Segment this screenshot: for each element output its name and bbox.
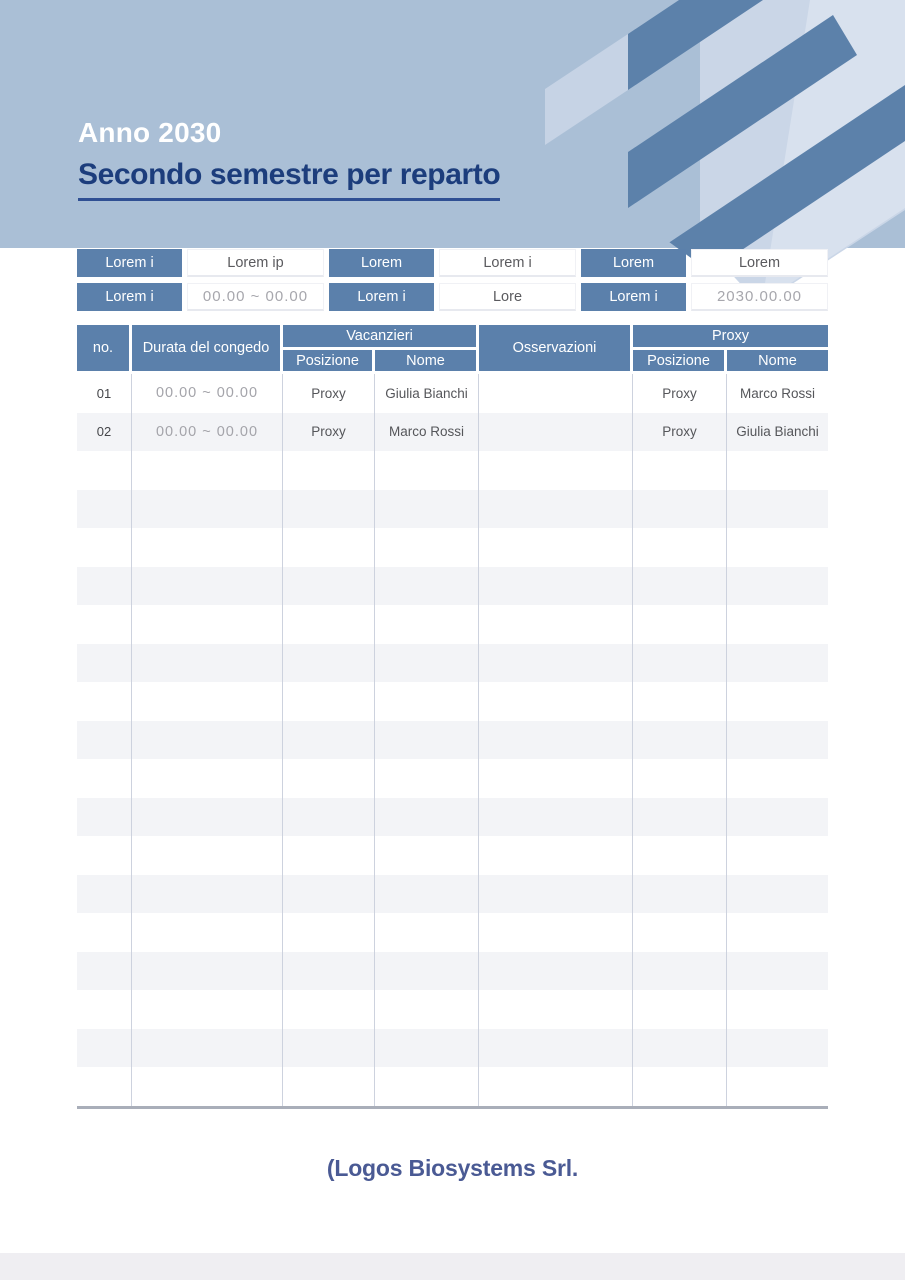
info-cell-value: Lorem bbox=[691, 249, 828, 277]
cell-proxy-name bbox=[727, 759, 828, 798]
info-cell-label: Lorem i bbox=[329, 283, 434, 311]
table-row bbox=[77, 374, 828, 413]
cell-observations bbox=[479, 952, 633, 991]
cell-duration bbox=[132, 990, 283, 1029]
cell-vacationer-name: Giulia Bianchi bbox=[375, 374, 479, 413]
cell-observations bbox=[479, 875, 633, 914]
cell-proxy-position bbox=[633, 1067, 727, 1106]
page-title: Secondo semestre per reparto bbox=[78, 158, 500, 201]
cell-duration bbox=[132, 798, 283, 837]
table-row bbox=[77, 644, 828, 683]
cell-duration bbox=[132, 1029, 283, 1068]
cell-observations bbox=[479, 567, 633, 606]
cell-proxy-name bbox=[727, 451, 828, 490]
cell-proxy-name bbox=[727, 721, 828, 760]
cell-no bbox=[77, 1029, 132, 1068]
table-row bbox=[77, 721, 828, 760]
table-row bbox=[77, 798, 828, 837]
cell-no bbox=[77, 952, 132, 991]
table-row bbox=[77, 528, 828, 567]
table-row bbox=[77, 990, 828, 1029]
cell-no bbox=[77, 798, 132, 837]
cell-observations bbox=[479, 451, 633, 490]
info-cell-value: 00.00 ~ 00.00 bbox=[187, 283, 324, 311]
cell-vacationer-position bbox=[283, 528, 375, 567]
cell-vacationer-position bbox=[283, 913, 375, 952]
table-row bbox=[77, 1067, 828, 1106]
cell-proxy-name bbox=[727, 567, 828, 606]
table-row bbox=[77, 836, 828, 875]
cell-proxy-name: Marco Rossi bbox=[740, 385, 816, 401]
info-cell-label: Lorem i bbox=[581, 283, 686, 311]
cell-proxy-position bbox=[633, 605, 727, 644]
cell-vacationer-name bbox=[375, 451, 479, 490]
info-cell-value: 2030.00.00 bbox=[691, 283, 828, 311]
footer-logo: (Logos Biosystems Srl. bbox=[326, 1155, 579, 1181]
cell-proxy-position bbox=[633, 952, 727, 991]
table-row bbox=[77, 913, 828, 952]
cell-no: 02 bbox=[77, 413, 132, 452]
cell-proxy-position bbox=[633, 836, 727, 875]
cell-vacationer-position bbox=[283, 990, 375, 1029]
cell-vacationer-name bbox=[375, 836, 479, 875]
cell-vacationer-position bbox=[283, 721, 375, 760]
cell-proxy-name bbox=[727, 990, 828, 1029]
cell-vacationer-name bbox=[375, 759, 479, 798]
cell-duration: 00.00 ~ 00.00 bbox=[132, 374, 283, 413]
cell-proxy-position bbox=[633, 644, 727, 683]
cell-vacationer-position bbox=[283, 1029, 375, 1068]
cell-proxy-name: Giulia Bianchi bbox=[727, 413, 828, 452]
cell-observations bbox=[479, 759, 633, 798]
cell-vacationer-name bbox=[375, 990, 479, 1029]
cell-duration bbox=[132, 528, 283, 567]
cell-observations bbox=[479, 490, 633, 529]
cell-proxy-name bbox=[727, 875, 828, 914]
cell-vacationer-name bbox=[375, 913, 479, 952]
column-header-no: no. bbox=[77, 325, 132, 374]
cell-no: 01 bbox=[77, 374, 132, 413]
cell-no bbox=[77, 490, 132, 529]
info-row bbox=[77, 249, 828, 277]
cell-vacationer-position bbox=[283, 567, 375, 606]
cell-no bbox=[77, 528, 132, 567]
cell-duration bbox=[132, 759, 283, 798]
cell-vacationer-name bbox=[375, 875, 479, 914]
schedule-table-wrap bbox=[77, 325, 828, 1109]
table-row bbox=[77, 490, 828, 529]
info-cell-value: Lorem i bbox=[439, 249, 576, 277]
cell-proxy-name bbox=[727, 490, 828, 529]
cell-observations bbox=[479, 1067, 633, 1106]
cell-observations bbox=[479, 605, 633, 644]
cell-observations bbox=[479, 1029, 633, 1068]
column-header-duration: Durata del congedo bbox=[132, 325, 283, 374]
cell-proxy-name bbox=[727, 1029, 828, 1068]
cell-vacationer-position bbox=[283, 875, 375, 914]
cell-no bbox=[77, 990, 132, 1029]
cell-proxy-position bbox=[633, 913, 727, 952]
info-cell-label: Lorem i bbox=[77, 283, 182, 311]
cell-observations bbox=[479, 990, 633, 1029]
column-group-vacationers: Vacanzieri bbox=[283, 325, 479, 350]
info-cell-label: Lorem i bbox=[77, 249, 182, 277]
cell-vacationer-position bbox=[283, 490, 375, 529]
cell-vacationer-position bbox=[283, 682, 375, 721]
table-row bbox=[77, 682, 828, 721]
schedule-table bbox=[77, 325, 828, 1109]
cell-proxy-position: Proxy bbox=[633, 374, 727, 413]
cell-no bbox=[77, 875, 132, 914]
table-row bbox=[77, 759, 828, 798]
cell-vacationer-name bbox=[375, 952, 479, 991]
table-row bbox=[77, 875, 828, 914]
cell-observations bbox=[479, 721, 633, 760]
cell-observations bbox=[479, 913, 633, 952]
cell-vacationer-name bbox=[375, 644, 479, 683]
column-header-vacationer-position: Posizione bbox=[283, 350, 375, 374]
cell-observations bbox=[479, 798, 633, 837]
table-row bbox=[77, 567, 828, 606]
cell-duration bbox=[132, 913, 283, 952]
cell-no bbox=[77, 759, 132, 798]
info-cell-label: Lorem bbox=[581, 249, 686, 277]
cell-vacationer-position: Proxy bbox=[283, 374, 375, 413]
info-cell-value: Lore bbox=[439, 283, 576, 311]
info-table bbox=[77, 249, 828, 317]
table-row bbox=[77, 1029, 828, 1068]
cell-duration bbox=[132, 952, 283, 991]
info-cell-value: Lorem ip bbox=[187, 249, 324, 277]
cell-duration bbox=[132, 451, 283, 490]
cell-vacationer-name bbox=[375, 798, 479, 837]
cell-duration: 00.00 ~ 00.00 bbox=[132, 413, 283, 452]
info-cell-label: Lorem bbox=[329, 249, 434, 277]
cell-no bbox=[77, 567, 132, 606]
column-header-proxy-name: Nome bbox=[727, 350, 828, 374]
cell-duration bbox=[132, 682, 283, 721]
cell-vacationer-name bbox=[375, 721, 479, 760]
table-row bbox=[77, 952, 828, 991]
cell-duration bbox=[132, 836, 283, 875]
cell-no bbox=[77, 605, 132, 644]
decor-light-band bbox=[545, 34, 628, 145]
table-row bbox=[77, 413, 828, 452]
column-group-proxy: Proxy bbox=[633, 325, 828, 350]
cell-vacationer-position bbox=[283, 759, 375, 798]
cell-proxy-name bbox=[727, 605, 828, 644]
cell-proxy-position bbox=[633, 451, 727, 490]
cell-proxy-position: Proxy bbox=[633, 413, 727, 452]
cell-proxy-name bbox=[727, 644, 828, 683]
cell-proxy-position bbox=[633, 759, 727, 798]
cell-proxy-position bbox=[633, 682, 727, 721]
cell-proxy-name bbox=[727, 798, 828, 837]
cell-observations bbox=[479, 374, 633, 413]
cell-duration bbox=[132, 567, 283, 606]
cell-vacationer-name bbox=[375, 1067, 479, 1106]
cell-vacationer-position: Proxy bbox=[283, 413, 375, 452]
cell-vacationer-name bbox=[375, 605, 479, 644]
cell-no bbox=[77, 1067, 132, 1106]
cell-duration bbox=[132, 605, 283, 644]
cell-vacationer-position bbox=[283, 605, 375, 644]
cell-proxy-name bbox=[727, 836, 828, 875]
cell-vacationer-name bbox=[375, 682, 479, 721]
cell-duration bbox=[132, 875, 283, 914]
cell-duration bbox=[132, 490, 283, 529]
year-label: Anno 2030 bbox=[78, 117, 222, 148]
column-header-vacationer-name: Nome bbox=[375, 350, 479, 374]
cell-vacationer-name bbox=[375, 567, 479, 606]
cell-proxy-position bbox=[633, 490, 727, 529]
bottom-band bbox=[0, 1253, 905, 1280]
cell-proxy-position bbox=[633, 798, 727, 837]
cell-no bbox=[77, 644, 132, 683]
cell-duration bbox=[132, 644, 283, 683]
cell-proxy-position bbox=[633, 528, 727, 567]
cell-no bbox=[77, 721, 132, 760]
cell-vacationer-position bbox=[283, 644, 375, 683]
cell-duration bbox=[132, 1067, 283, 1106]
cell-no bbox=[77, 682, 132, 721]
cell-vacationer-position bbox=[283, 952, 375, 991]
cell-proxy-name bbox=[727, 1067, 828, 1106]
cell-vacationer-position bbox=[283, 451, 375, 490]
cell-no bbox=[77, 836, 132, 875]
cell-proxy-name bbox=[727, 952, 828, 991]
cell-vacationer-position bbox=[283, 798, 375, 837]
cell-proxy-position bbox=[633, 875, 727, 914]
cell-vacationer-position bbox=[283, 1067, 375, 1106]
cell-observations bbox=[479, 682, 633, 721]
column-header-proxy-position: Posizione bbox=[633, 350, 727, 374]
cell-no bbox=[77, 913, 132, 952]
cell-vacationer-name bbox=[375, 490, 479, 529]
cell-observations bbox=[479, 836, 633, 875]
cell-observations bbox=[479, 644, 633, 683]
cell-vacationer-name bbox=[375, 1029, 479, 1068]
cell-proxy-name bbox=[727, 682, 828, 721]
column-header-observations: Osservazioni bbox=[479, 325, 633, 374]
table-row bbox=[77, 605, 828, 644]
cell-proxy-position bbox=[633, 721, 727, 760]
cell-observations bbox=[479, 528, 633, 567]
info-row bbox=[77, 283, 828, 311]
cell-proxy-position bbox=[633, 1029, 727, 1068]
cell-no bbox=[77, 451, 132, 490]
cell-duration bbox=[132, 721, 283, 760]
cell-proxy-name bbox=[727, 528, 828, 567]
cell-proxy-name bbox=[727, 913, 828, 952]
table-row bbox=[77, 451, 828, 490]
cell-proxy-position bbox=[633, 990, 727, 1029]
cell-vacationer-name: Marco Rossi bbox=[375, 413, 479, 452]
cell-vacationer-position bbox=[283, 836, 375, 875]
cell-observations bbox=[479, 413, 633, 452]
cell-vacationer-name bbox=[375, 528, 479, 567]
cell-proxy-position bbox=[633, 567, 727, 606]
